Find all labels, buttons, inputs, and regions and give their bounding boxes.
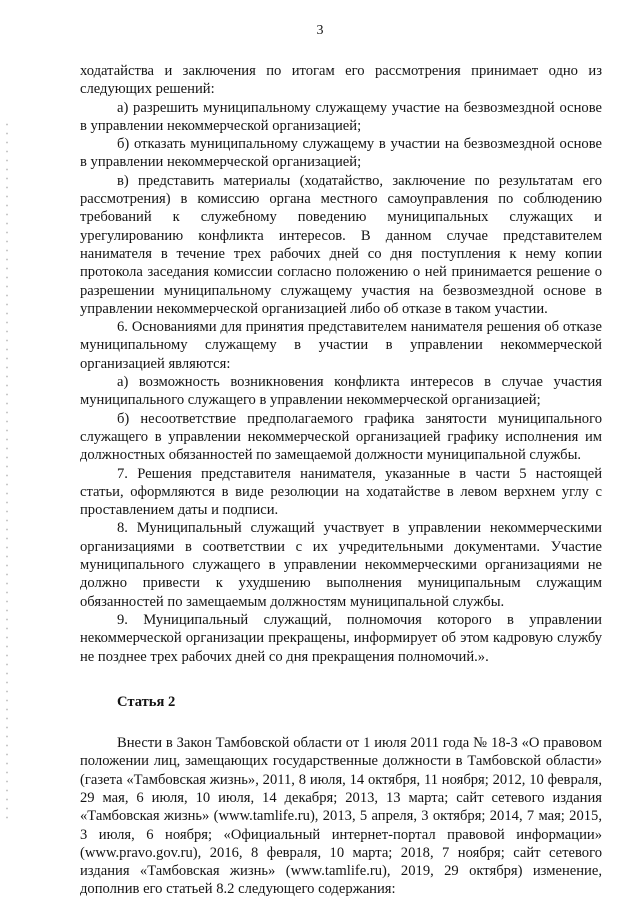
paragraph-clause-6-a: а) возможность возникновения конфликта интересов в случае участия муниципального служащего в управлении некоммерческой организацией; (80, 374, 602, 409)
paragraph-clause-7: 7. Решения представителя нанимателя, указанные в части 5 настоящей статьи, оформляются в виде резолюции на ходатайстве в левом верхнем углу с проставлением даты и подписи. (80, 465, 602, 519)
paragraph-continuation: ходатайства и заключения по итогам его рассмотрения принимает одно из следующих решений: (80, 63, 602, 98)
article-title: Статья 2 (117, 693, 176, 710)
page-number: 3 (316, 23, 324, 38)
paragraph-article-2: Внести в Закон Тамбовской области от 1 июля 2011 года № 18-З «О правовом положении лиц, замещающих государственные должности в Тамбовской области» (газета «Тамбовская жизнь», 2011, 8 июля, 14 октября, 11 ноября; 2012, 10 февраля, 29 мая, 6 июля, 10 июля, 14 декабря; 2013, 13 марта; сайт сетевого издания «Тамбовская жизнь» (www.tamlife.ru), 2013, 5 апреля, 3 октября; 2014, 7 мая; 2015, 3 июля, 6 ноября; «Официальный интернет-портал правовой информации» (www.pravo.gov.ru), 2016, 8 февраля, 10 марта; 2018, 7 ноября; сайт сетевого издания «Тамбовская жизнь» (www.tamlife.ru), 2019, 29 октября) изменение, дополнив его статьей 8.2 следующего содержания: (80, 735, 602, 898)
paragraph-option-c: в) представить материалы (ходатайство, заключение по результатам его рассмотрения) в комиссию органа местного самоуправления по соблюдению требований к служебному поведению муниципальных служащих и урегулированию конфликта интересов. В данном случае представителем нанимателя в течение трех рабочих дней со дня поступления к нему копии протокола заседания комиссии согласно положению о ней принимается решение о разрешении муниципальному служащему участия на безвозмездной основе в управлении некоммерческой организацией либо об отказе в таком участии. (80, 172, 602, 317)
scan-margin-dots (6, 120, 8, 820)
paragraph-option-a: а) разрешить муниципальному служащему участие на безвозмездной основе в управлении некоммерческой организацией; (80, 99, 602, 134)
paragraph-clause-6: 6. Основаниями для принятия представителем нанимателя решения об отказе муниципальному служащему в участии в управлении некоммерческой организацией являются: (80, 319, 602, 372)
paragraph-clause-6-b: б) несоответствие предполагаемого графика занятости муниципального служащего в управлении некоммерческой организацией графику исполнения им должностных обязанностей по замещаемой должности муниципальной службы. (80, 410, 602, 464)
paragraph-option-b: б) отказать муниципальному служащему в участии на безвозмездной основе в управлении некоммерческой организацией; (80, 136, 602, 171)
paragraph-clause-9: 9. Муниципальный служащий, полномочия которого в управлении некоммерческой организации прекращены, информирует об этом кадровую службу не позднее трех рабочих дней со дня прекращения полномочий.». (80, 611, 602, 665)
paragraph-clause-8: 8. Муниципальный служащий участвует в управлении некоммерческими организациями в соответствии с их учредительными документами. Участие муниципального служащего в управлении некоммерческими организациями не должно привести к ухудшению выполнения муниципальным служащим обязанностей по замещаемым должностям муниципальной службы. (80, 520, 602, 610)
document-body (80, 62, 602, 899)
